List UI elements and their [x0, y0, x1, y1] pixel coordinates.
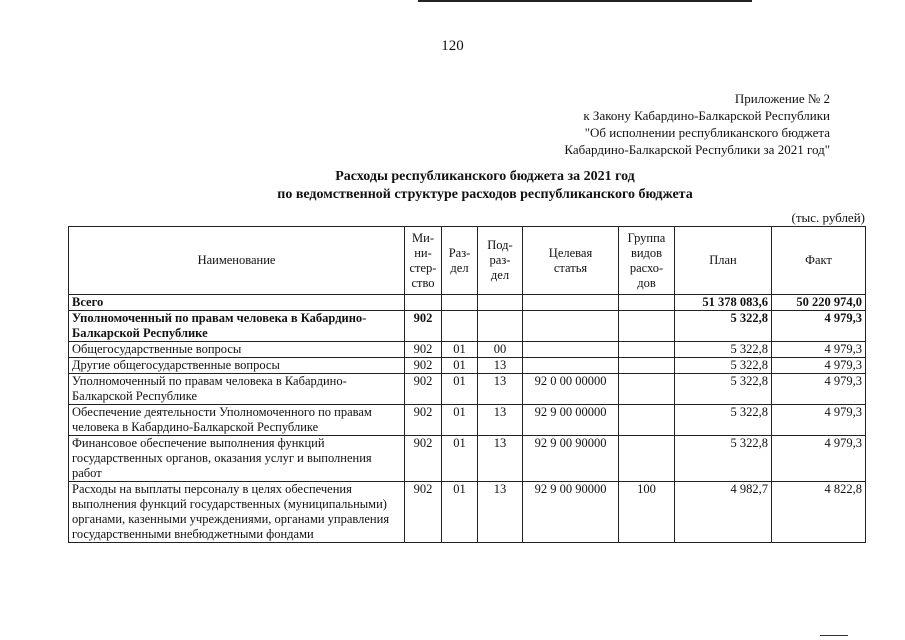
- cell-plan: 5 322,8: [675, 405, 772, 436]
- cell-fact: 4 979,3: [772, 358, 866, 374]
- cell-section: 01: [442, 374, 478, 405]
- header-name: Наименование: [69, 227, 405, 295]
- cell-plan: 5 322,8: [675, 436, 772, 482]
- top-rule: [418, 0, 752, 2]
- header-group: Группа видов расхо- дов: [619, 227, 675, 295]
- cell-fact: 4 979,3: [772, 374, 866, 405]
- table-row: [69, 374, 866, 405]
- cell-plan: 5 322,8: [675, 374, 772, 405]
- cell-ministry: [405, 295, 442, 311]
- cell-group: [619, 311, 675, 342]
- cell-name: Финансовое обеспечение выполнения функций государственных органов, оказания услуг и выполнения работ: [69, 436, 405, 482]
- cell-section: 01: [442, 482, 478, 543]
- cell-target: [523, 311, 619, 342]
- cell-section: [442, 311, 478, 342]
- cell-plan: 4 982,7: [675, 482, 772, 543]
- table-row: [69, 405, 866, 436]
- cell-subsection: [478, 311, 523, 342]
- cell-subsection: 13: [478, 374, 523, 405]
- cell-section: [442, 295, 478, 311]
- cell-group: [619, 405, 675, 436]
- cell-plan: 5 322,8: [675, 358, 772, 374]
- cell-fact: 4 979,3: [772, 342, 866, 358]
- cell-name: Обеспечение деятельности Уполномоченного по правам человека в Кабардино-Балкарской Республике: [69, 405, 405, 436]
- cell-name: Расходы на выплаты персоналу в целях обеспечения выполнения функций государственных (муниципальными) органами, казенными учреждениями, органами управления государственными внебюджетными фондами: [69, 482, 405, 543]
- cell-target: [523, 342, 619, 358]
- cell-name: Уполномоченный по правам человека в Кабардино-Балкарской Республике: [69, 311, 405, 342]
- cell-ministry: 902: [405, 342, 442, 358]
- cell-fact: 4 979,3: [772, 405, 866, 436]
- table-row: [69, 358, 866, 374]
- cell-ministry: 902: [405, 311, 442, 342]
- cell-ministry: 902: [405, 405, 442, 436]
- table-row: [69, 311, 866, 342]
- budget-table: [68, 226, 866, 543]
- table-row: [69, 295, 866, 311]
- cell-name: Общегосударственные вопросы: [69, 342, 405, 358]
- cell-ministry: 902: [405, 374, 442, 405]
- cell-group: [619, 342, 675, 358]
- cell-ministry: 902: [405, 358, 442, 374]
- cell-group: [619, 374, 675, 405]
- cell-target: 92 9 00 90000: [523, 436, 619, 482]
- cell-subsection: 13: [478, 405, 523, 436]
- cell-group: [619, 295, 675, 311]
- table-header-row: [69, 227, 866, 295]
- cell-plan: 51 378 083,6: [675, 295, 772, 311]
- header-section: Раз- дел: [442, 227, 478, 295]
- cell-fact: 4 979,3: [772, 311, 866, 342]
- cell-subsection: 13: [478, 358, 523, 374]
- cell-subsection: 13: [478, 436, 523, 482]
- appendix-line: "Об исполнении республиканского бюджета: [584, 125, 830, 140]
- cell-section: 01: [442, 405, 478, 436]
- table-row: [69, 436, 866, 482]
- cell-target: [523, 295, 619, 311]
- cell-name: Всего: [69, 295, 405, 311]
- header-ministry: Ми- ни- стер- ство: [405, 227, 442, 295]
- appendix-line: Кабардино-Балкарской Республики за 2021 год": [564, 142, 830, 157]
- cell-name: Другие общегосударственные вопросы: [69, 358, 405, 374]
- header-target: Целевая статья: [523, 227, 619, 295]
- cell-fact: 50 220 974,0: [772, 295, 866, 311]
- scan-mark: [820, 635, 848, 636]
- cell-ministry: 902: [405, 436, 442, 482]
- cell-target: 92 9 00 00000: [523, 405, 619, 436]
- header-subsection: Под- раз- дел: [478, 227, 523, 295]
- cell-target: [523, 358, 619, 374]
- title-line: по ведомственной структуре расходов республиканского бюджета: [277, 187, 693, 202]
- page-number: 120: [441, 38, 464, 54]
- appendix-line: к Закону Кабардино-Балкарской Республики: [583, 108, 830, 123]
- table-row: [69, 342, 866, 358]
- cell-plan: 5 322,8: [675, 311, 772, 342]
- cell-subsection: 13: [478, 482, 523, 543]
- units-label: (тыс. рублей): [791, 210, 865, 225]
- cell-section: 01: [442, 436, 478, 482]
- cell-section: 01: [442, 358, 478, 374]
- cell-subsection: [478, 295, 523, 311]
- cell-ministry: 902: [405, 482, 442, 543]
- cell-subsection: 00: [478, 342, 523, 358]
- cell-target: 92 0 00 00000: [523, 374, 619, 405]
- title-line: Расходы республиканского бюджета за 2021 год: [335, 169, 635, 184]
- cell-group: [619, 358, 675, 374]
- cell-target: 92 9 00 90000: [523, 482, 619, 543]
- table-row: [69, 482, 866, 543]
- appendix-block: [564, 90, 830, 158]
- cell-fact: 4 979,3: [772, 436, 866, 482]
- header-plan: План: [675, 227, 772, 295]
- cell-fact: 4 822,8: [772, 482, 866, 543]
- cell-section: 01: [442, 342, 478, 358]
- cell-group: [619, 436, 675, 482]
- document-title: [0, 168, 905, 204]
- appendix-line: Приложение № 2: [734, 91, 830, 106]
- cell-plan: 5 322,8: [675, 342, 772, 358]
- header-fact: Факт: [772, 227, 866, 295]
- cell-name: Уполномоченный по правам человека в Кабардино-Балкарской Республике: [69, 374, 405, 405]
- cell-group: 100: [619, 482, 675, 543]
